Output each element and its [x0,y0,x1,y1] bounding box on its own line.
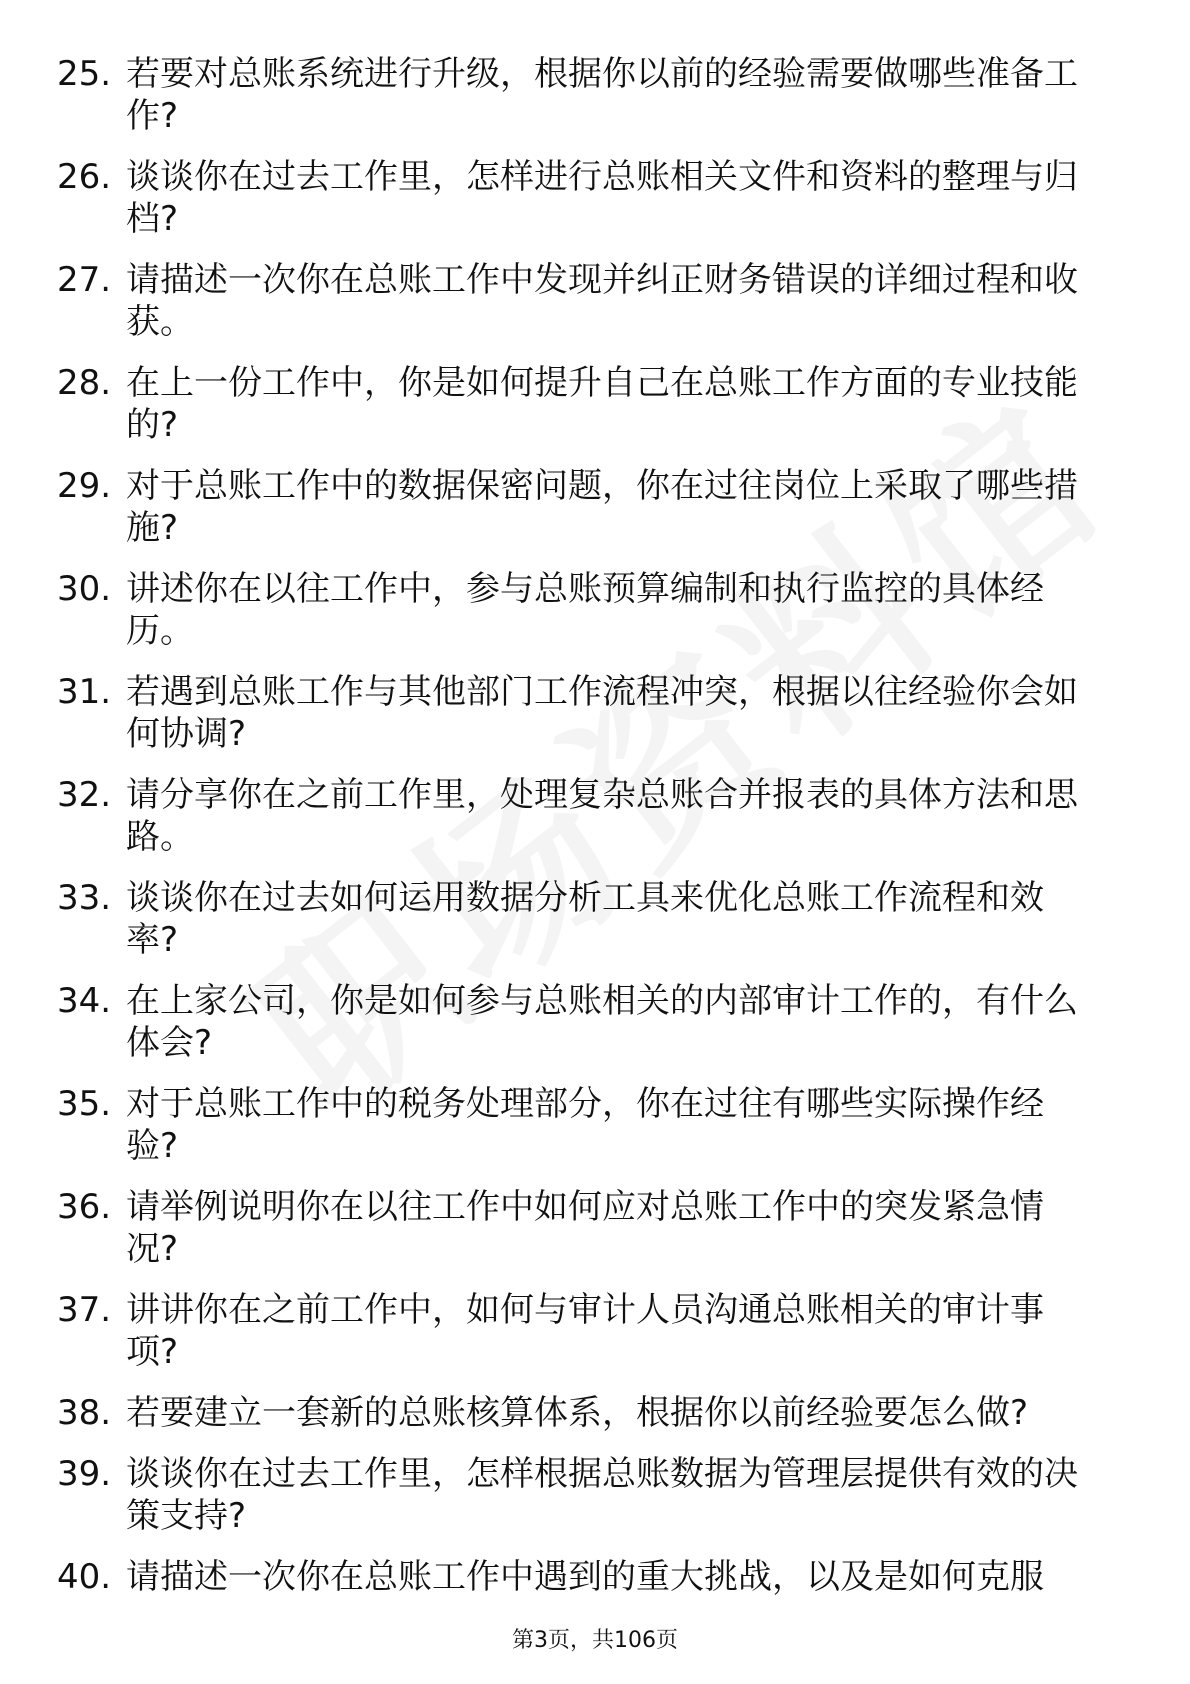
question-number: 33. [57,878,112,918]
question-text: 请描述一次你在总账工作中发现并纠正财务错误的详细过程和收获。 [126,260,1078,342]
question-number: 30. [57,569,112,609]
question-item [0,53,1190,137]
question-text: 若遇到总账工作与其他部门工作流程冲突，根据以往经验你会如何协调? [126,672,1078,754]
question-text: 若要建立一套新的总账核算体系，根据你以前经验要怎么做? [126,1393,1029,1433]
question-item [0,465,1190,549]
question-text: 请举例说明你在以往工作中如何应对总账工作中的突发紧急情况? [126,1187,1044,1269]
question-number: 26. [57,157,112,197]
question-item [0,1289,1190,1373]
question-item [0,362,1190,446]
question-text: 谈谈你在过去如何运用数据分析工具来优化总账工作流程和效率? [126,878,1044,960]
question-item [0,774,1190,858]
question-number: 36. [57,1187,112,1227]
question-list [0,53,1190,1617]
question-text: 谈谈你在过去工作里，怎样根据总账数据为管理层提供有效的决策支持? [126,1454,1078,1536]
question-number: 34. [57,981,112,1021]
question-item [0,156,1190,240]
question-text: 请分享你在之前工作里，处理复杂总账合并报表的具体方法和思路。 [126,775,1078,857]
question-item [0,980,1190,1064]
question-item [0,1083,1190,1167]
question-text: 讲述你在以往工作中，参与总账预算编制和执行监控的具体经历。 [126,569,1044,651]
question-item [0,877,1190,961]
question-text: 讲讲你在之前工作中，如何与审计人员沟通总账相关的审计事项? [126,1290,1044,1372]
question-item [0,1186,1190,1270]
question-number: 32. [57,775,112,815]
question-number: 37. [57,1290,112,1330]
question-text: 对于总账工作中的税务处理部分，你在过往有哪些实际操作经验? [126,1084,1044,1166]
question-number: 27. [57,260,112,300]
question-number: 28. [57,363,112,403]
question-number: 39. [57,1454,112,1494]
question-text: 请描述一次你在总账工作中遇到的重大挑战，以及是如何克服 [126,1557,1044,1597]
question-text: 对于总账工作中的数据保密问题，你在过往岗位上采取了哪些措施? [126,466,1078,548]
question-item [0,671,1190,755]
question-text: 在上家公司，你是如何参与总账相关的内部审计工作的，有什么体会? [126,981,1078,1063]
question-text: 谈谈你在过去工作里，怎样进行总账相关文件和资料的整理与归档? [126,157,1078,239]
question-number: 29. [57,466,112,506]
question-number: 40. [57,1557,112,1597]
question-text: 在上一份工作中，你是如何提升自己在总账工作方面的专业技能的? [126,363,1078,445]
question-number: 35. [57,1084,112,1124]
question-item [0,1556,1190,1598]
question-text: 若要对总账系统进行升级，根据你以前的经验需要做哪些准备工作? [126,54,1078,136]
question-item [0,1453,1190,1537]
question-number: 31. [57,672,112,712]
question-item [0,568,1190,652]
question-number: 38. [57,1393,112,1433]
question-item [0,259,1190,343]
question-number: 25. [57,54,112,94]
page-footer: 第3页，共106页 [512,1628,678,1653]
question-item [0,1392,1190,1434]
